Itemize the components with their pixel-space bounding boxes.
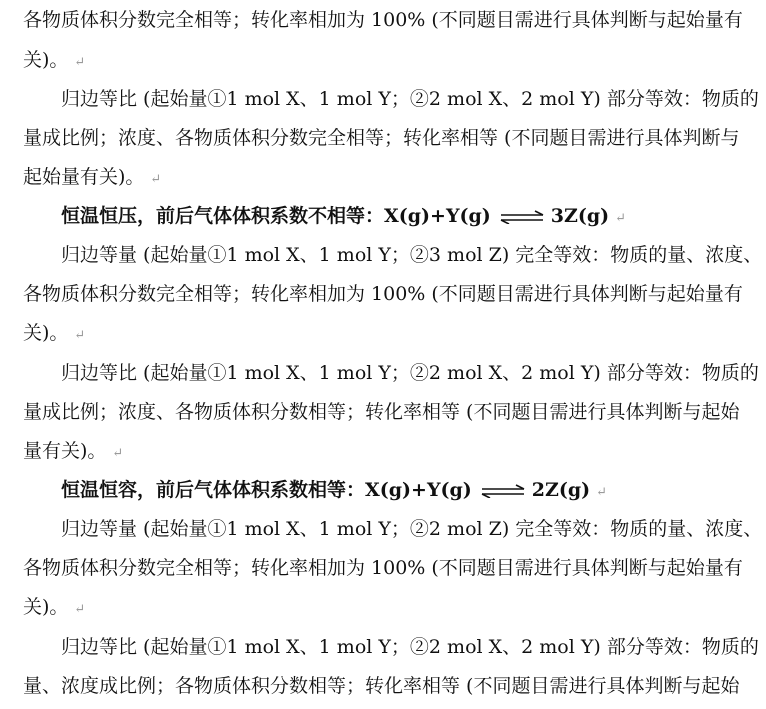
text-line: 归边等比 (起始量①1 mol X、1 mol Y；②2 mol X、2 mol Y) 部分等效：物质的 xyxy=(61,88,759,110)
paragraph-mark-icon: ↵ xyxy=(74,55,86,70)
text-line: 量、浓度成比例；各物质体积分数相等；转化率相等 (不同题目需进行具体判断与起始 xyxy=(23,675,740,697)
heading-text: 恒温恒容，前后气体体积系数相等： xyxy=(61,479,366,501)
text-line: 关)。 ↵ xyxy=(23,49,86,71)
equilibrium-arrow-icon xyxy=(480,484,526,498)
paragraph-mark-icon: ↵ xyxy=(74,328,86,343)
text-line: 量有关)。 ↵ xyxy=(23,440,124,462)
text-line: 各物质体积分数完全相等；转化率相加为 100% (不同题目需进行具体判断与起始量有 xyxy=(23,283,743,305)
text-line: 各物质体积分数完全相等；转化率相加为 100% (不同题目需进行具体判断与起始量有 xyxy=(23,9,743,31)
equation-left: X(g)+Y(g) xyxy=(384,205,491,227)
text-line: 量成比例；浓度、各物质体积分数相等；转化率相等 (不同题目需进行具体判断与起始 xyxy=(23,401,740,423)
equation-right: 3Z(g) xyxy=(550,205,610,227)
paragraph-mark-icon: ↵ xyxy=(150,172,162,187)
text-line: 关)。 ↵ xyxy=(23,596,86,618)
text-line: 关)。 ↵ xyxy=(23,322,86,344)
section-heading xyxy=(61,196,626,236)
equilibrium-arrow-icon xyxy=(499,210,545,224)
text-line: 起始量有关)。 ↵ xyxy=(23,166,162,188)
paragraph-mark-icon: ↵ xyxy=(596,485,608,500)
text-line: 归边等量 (起始量①1 mol X、1 mol Y；②3 mol Z) 完全等效：物质的量、浓度、 xyxy=(61,244,763,266)
text-line: 各物质体积分数完全相等；转化率相加为 100% (不同题目需进行具体判断与起始量有 xyxy=(23,557,743,579)
paragraph-mark-icon: ↵ xyxy=(615,211,627,226)
equation-right: 2Z(g) xyxy=(531,479,591,501)
equation-left: X(g)+Y(g) xyxy=(365,479,472,501)
paragraph-mark-icon: ↵ xyxy=(112,446,124,461)
text-line: 归边等比 (起始量①1 mol X、1 mol Y；②2 mol X、2 mol Y) 部分等效：物质的 xyxy=(61,362,759,384)
section-heading xyxy=(61,470,607,510)
text-line: 归边等量 (起始量①1 mol X、1 mol Y；②2 mol Z) 完全等效：物质的量、浓度、 xyxy=(61,518,763,540)
text-line: 归边等比 (起始量①1 mol X、1 mol Y；②2 mol X、2 mol Y) 部分等效：物质的 xyxy=(61,636,759,658)
paragraph-mark-icon: ↵ xyxy=(74,602,86,617)
heading-text: 恒温恒压，前后气体体积系数不相等： xyxy=(61,205,385,227)
text-line: 量成比例；浓度、各物质体积分数完全相等；转化率相等 (不同题目需进行具体判断与 xyxy=(23,127,740,149)
